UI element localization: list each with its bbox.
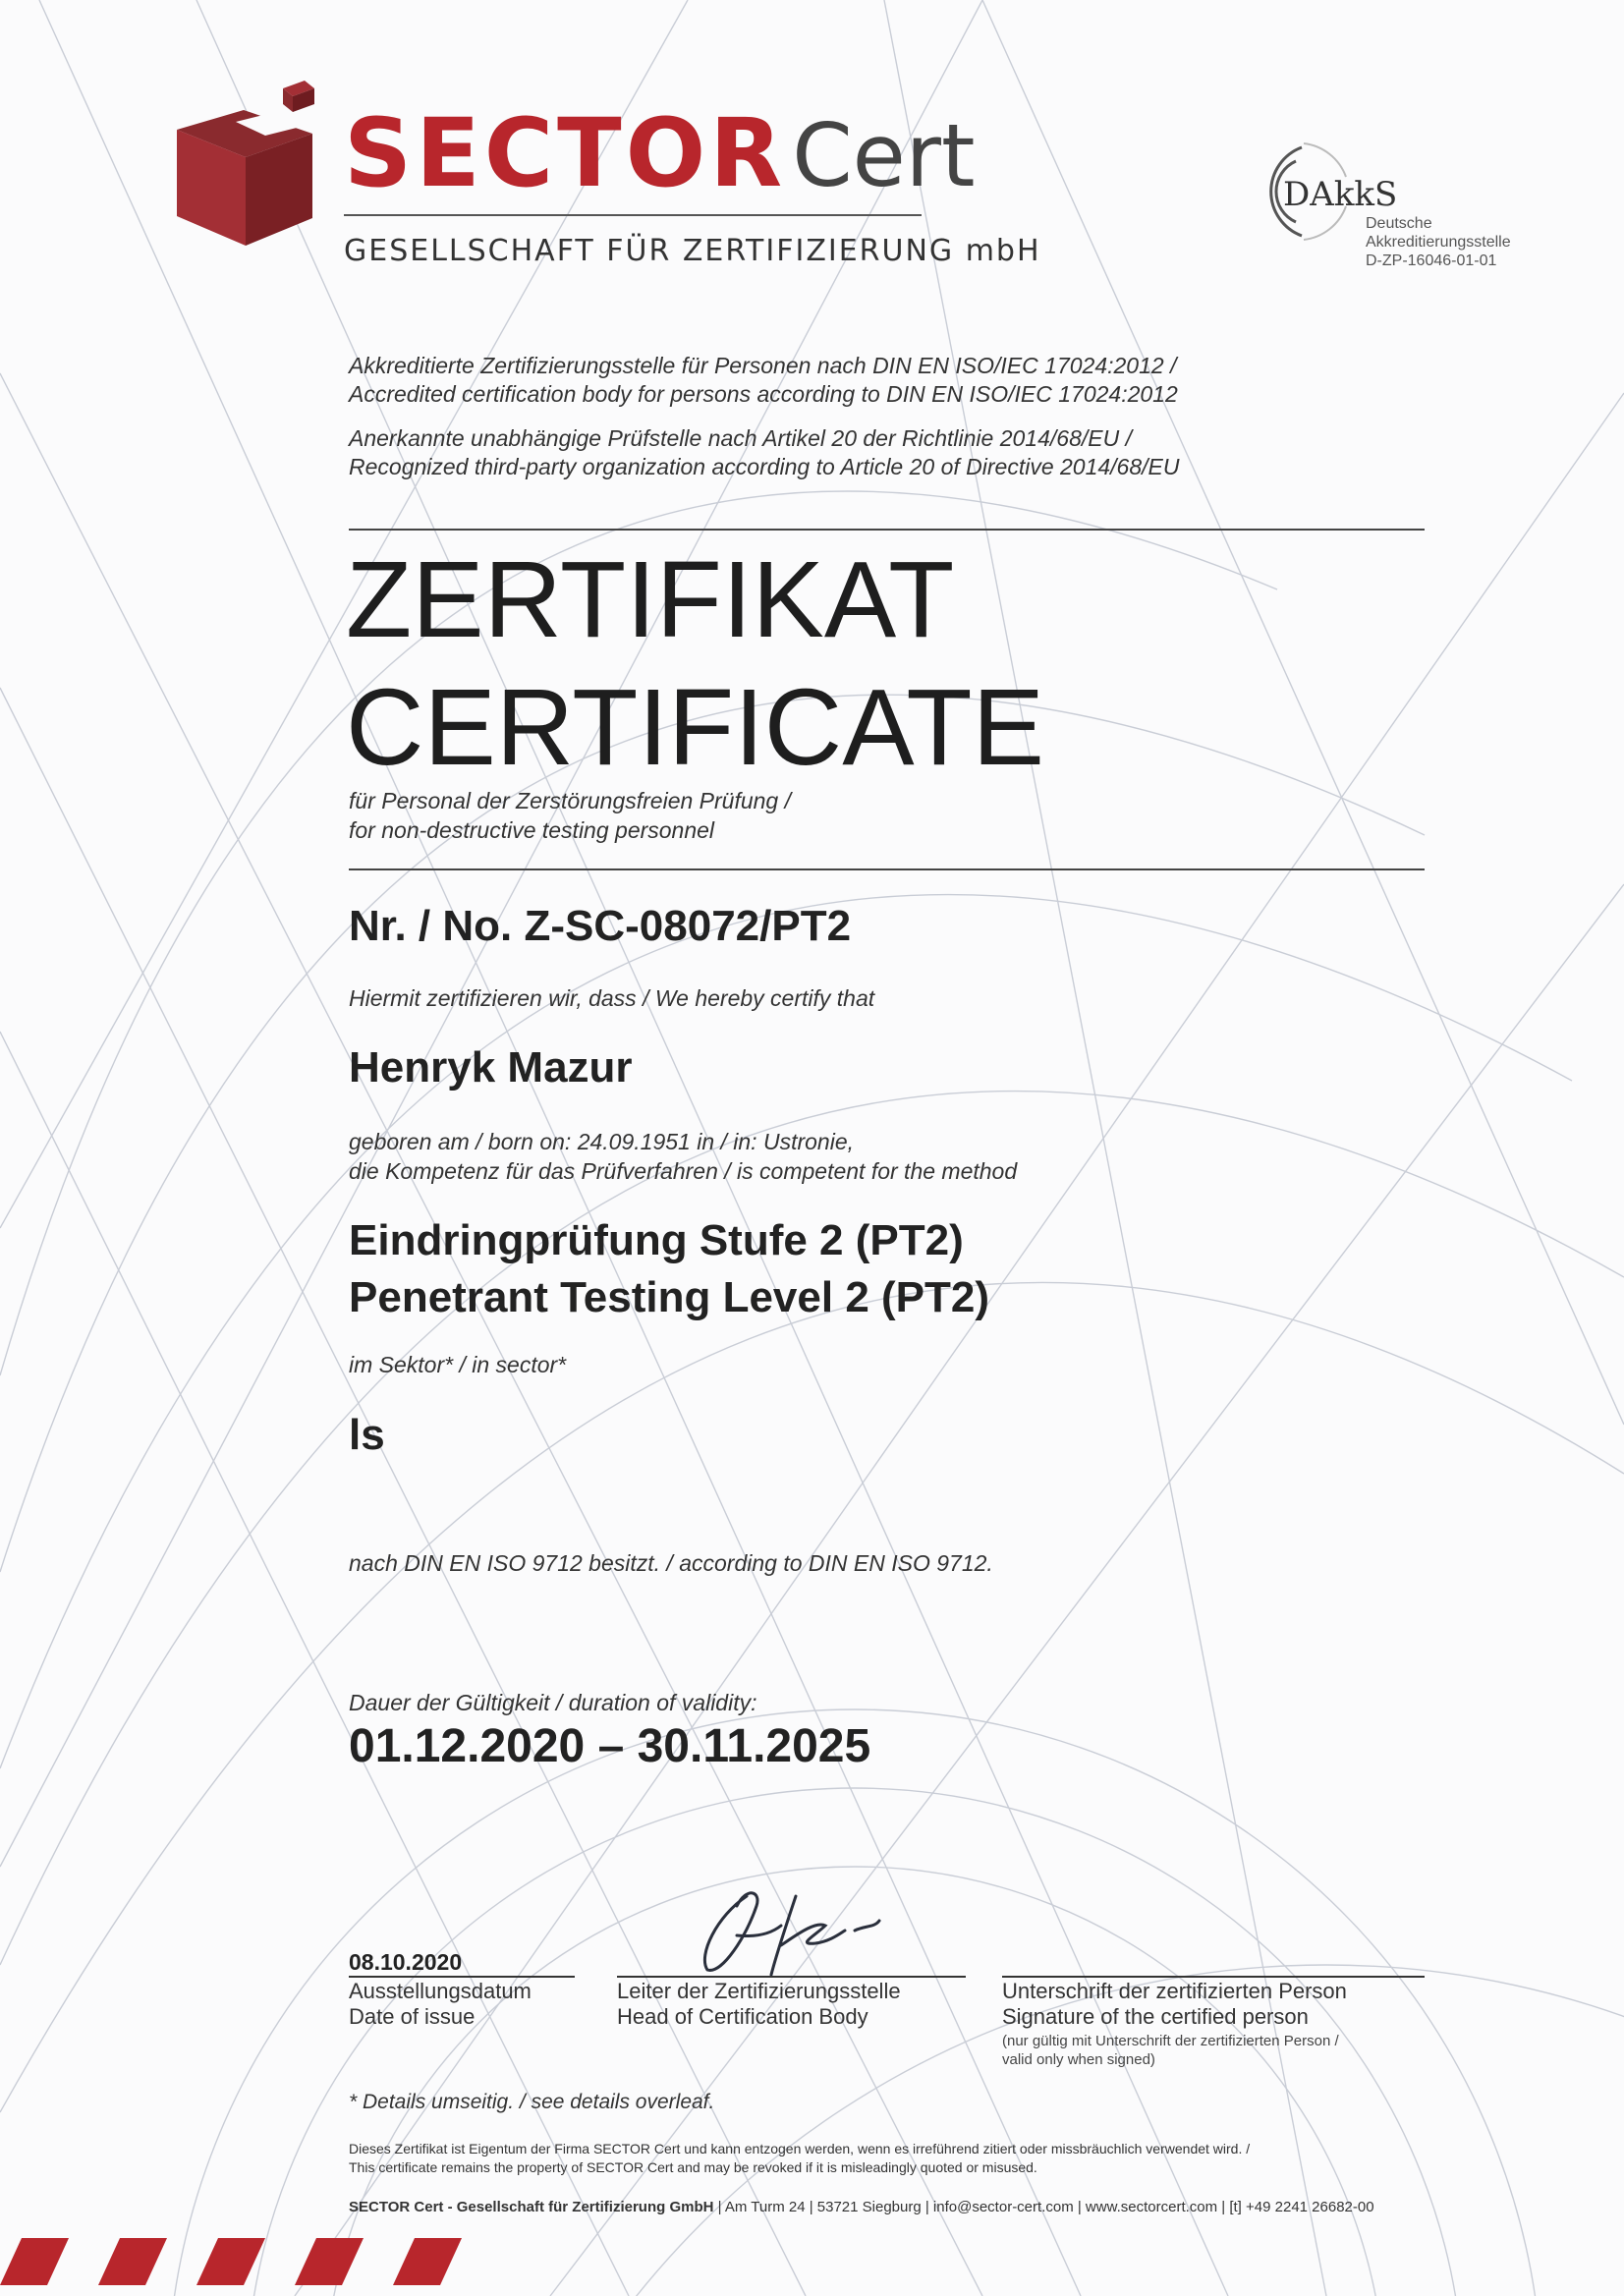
stripe: [98, 2238, 167, 2285]
head-signature: [678, 1876, 933, 1985]
sectorcert-cube-icon: [167, 71, 324, 257]
person-label: [1002, 1979, 1347, 2030]
issue-label-en: Date of issue: [349, 2004, 476, 2029]
stripe: [0, 2238, 69, 2285]
standard-text: nach DIN EN ISO 9712 besitzt. / according to DIN EN ISO 9712.: [349, 1550, 993, 1576]
company-address: | Am Turm 24 | 53721 Siegburg | info@sector-cert.com | www.sectorcert.com | [t] +49 2241 26682-00: [713, 2199, 1374, 2215]
validity-range: 01.12.2020 – 30.11.2025: [349, 1720, 871, 1772]
dakks-title: DAkkS: [1283, 175, 1398, 214]
accreditation-line1-en: Accredited certification body for persons according to DIN EN ISO/IEC 17024:2012: [349, 381, 1178, 407]
certify-text: Hiermit zertifizieren wir, dass / We hereby certify that: [349, 985, 875, 1011]
divider-top: [349, 529, 1425, 531]
sector-label: im Sektor* / in sector*: [349, 1352, 567, 1377]
person-note-2: valid only when signed): [1002, 2051, 1155, 2068]
brand-bold: SECTOR: [344, 98, 787, 208]
stripe: [393, 2238, 462, 2285]
person-note: [1002, 2032, 1339, 2069]
property-note-de: Dieses Zertifikat ist Eigentum der Firma SECTOR Cert und kann entzogen werden, wenn es irreführend zitiert oder missbräuchlich verwendet wird. /: [349, 2141, 1251, 2156]
stripe: [295, 2238, 364, 2285]
born-text: geboren am / born on: 24.09.1951 in / in: Ustronie,: [349, 1129, 854, 1154]
brand-wordmark: [344, 98, 976, 214]
head-label-en: Head of Certification Body: [617, 2004, 868, 2029]
issue-label-de: Ausstellungsdatum: [349, 1979, 532, 2003]
sector-value: ls: [349, 1411, 385, 1459]
head-label-de: Leiter der Zertifizierungsstelle: [617, 1979, 901, 2003]
title-en: CERTIFICATE: [346, 667, 1044, 788]
subtitle-en: for non-destructive testing personnel: [349, 817, 715, 843]
accreditation-line2-de: Anerkannte unabhängige Prüfstelle nach Artikel 20 der Richtlinie 2014/68/EU /: [349, 425, 1132, 451]
title-subtitle: [349, 786, 791, 845]
validity-label: Dauer der Gültigkeit / duration of validity:: [349, 1690, 757, 1715]
issue-label: [349, 1979, 532, 2030]
method-block: [349, 1212, 989, 1326]
person-label-en: Signature of the certified person: [1002, 2004, 1309, 2029]
issue-date: 08.10.2020: [349, 1949, 463, 1975]
company-name: SECTOR Cert - Gesellschaft für Zertifizierung GmbH: [349, 2199, 714, 2215]
property-note: [349, 2140, 1250, 2177]
dakks-line3: D-ZP-16046-01-01: [1366, 252, 1497, 269]
accreditation-line1-de: Akkreditierte Zertifizierungsstelle für Personen nach DIN EN ISO/IEC 17024:2012 /: [349, 353, 1177, 378]
accreditation-line2-en: Recognized third-party organization according to Article 20 of Directive 2014/68/EU: [349, 454, 1180, 479]
method-en: Penetrant Testing Level 2 (PT2): [349, 1273, 990, 1321]
company-footer: [349, 2199, 1374, 2215]
person-label-de: Unterschrift der zertifizierten Person: [1002, 1979, 1347, 2003]
certificate-number: Nr. / No. Z-SC-08072/PT2: [349, 902, 852, 950]
footer-stripes: [0, 2238, 472, 2296]
head-signature-line: [617, 1976, 966, 1978]
dakks-line2: Akkreditierungsstelle: [1366, 234, 1511, 251]
brand-tagline: GESELLSCHAFT FÜR ZERTIFIZIERUNG mbH: [344, 234, 1041, 268]
competence-text: die Kompetenz für das Prüfverfahren / is competent for the method: [349, 1158, 1018, 1184]
method-de: Eindringprüfung Stufe 2 (PT2): [349, 1216, 964, 1264]
head-label: [617, 1979, 901, 2030]
property-note-en: This certificate remains the property of SECTOR Cert and may be revoked if it is misleadingly quoted or misused.: [349, 2159, 1037, 2175]
dakks-line1: Deutsche: [1366, 215, 1432, 232]
divider-middle: [349, 868, 1425, 870]
stripe: [196, 2238, 265, 2285]
holder-details: [349, 1127, 1017, 1186]
dakks-text: [1366, 214, 1511, 270]
accreditation-block: [349, 352, 1180, 481]
holder-name: Henryk Mazur: [349, 1043, 633, 1092]
brand-light: Cert: [792, 105, 976, 206]
person-note-1: (nur gültig mit Unterschrift der zertifizierten Person /: [1002, 2033, 1339, 2049]
subtitle-de: für Personal der Zerstörungsfreien Prüfung /: [349, 788, 792, 813]
details-note: * Details umseitig. / see details overleaf.: [349, 2091, 715, 2113]
person-signature-line: [1002, 1976, 1425, 1978]
title-de: ZERTIFIKAT: [346, 539, 955, 660]
issue-date-line: [349, 1976, 575, 1978]
brand-underline: [344, 214, 922, 216]
